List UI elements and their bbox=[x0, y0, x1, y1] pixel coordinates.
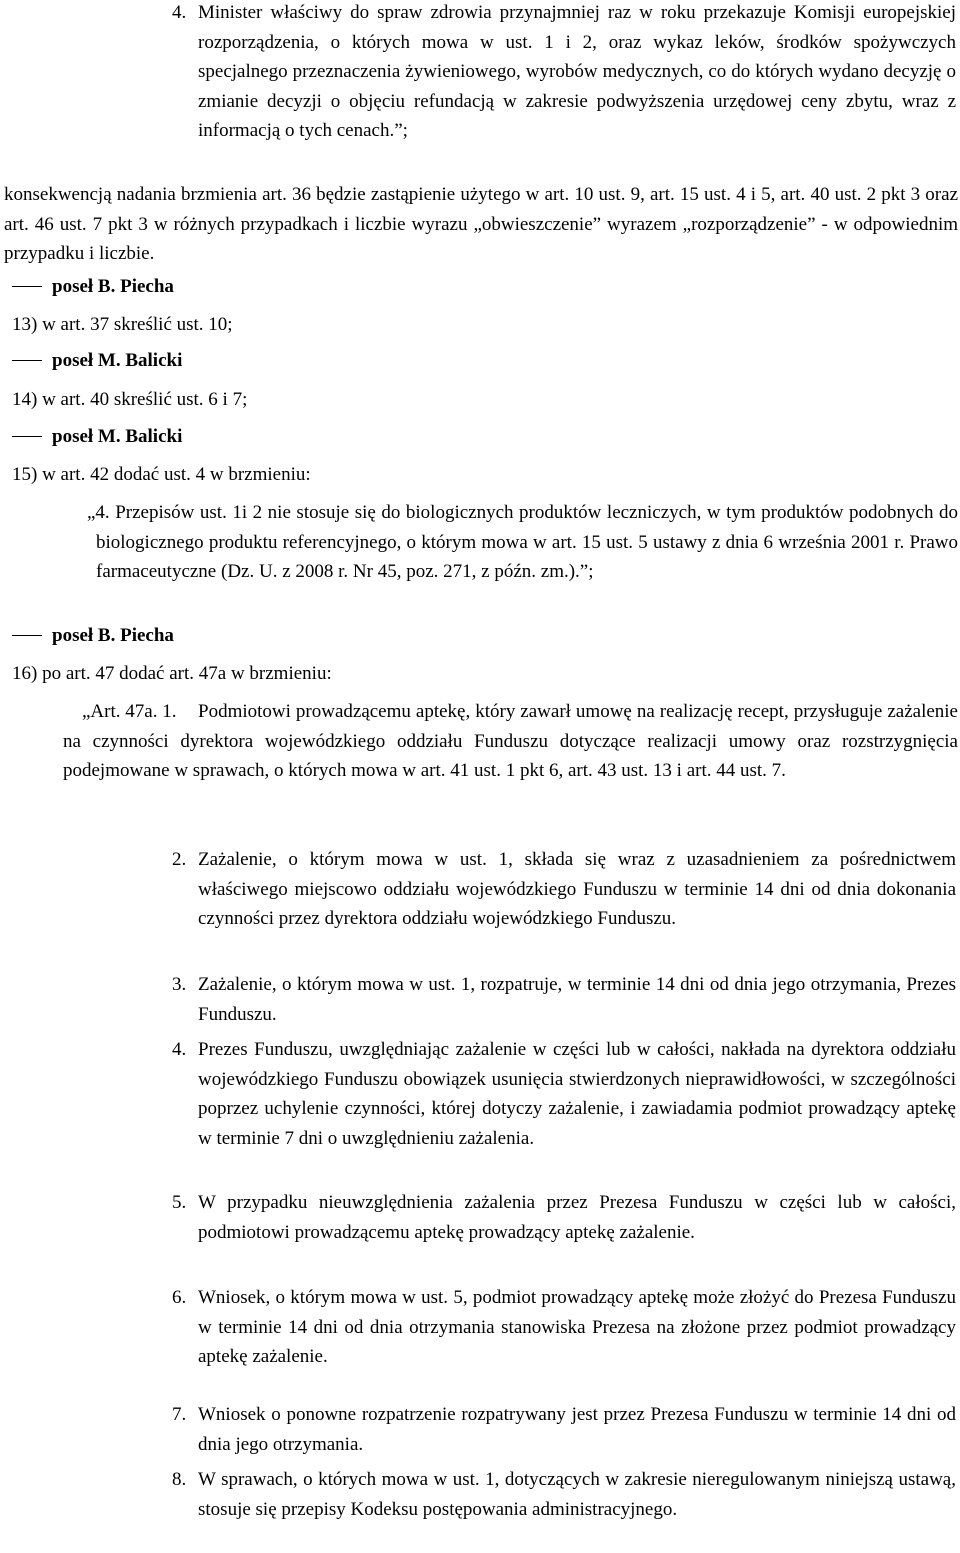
point-4-text: Minister właściwy do spraw zdrowia przynajmniej raz w roku przekazuje Komisji europejskiej rozporządzenia, o których mowa w ust. 1 i 2, oraz wykaz leków, środków spożywczych specjalnego przeznaczenia żywieniowego, wyrobów medycznych, co do których wydano decyzję o zmianie decyzji o objęciu refundacją w zakresie podwyższenia urzędowej ceny zbytu, wraz z informacją o tych cenach.”; bbox=[198, 2, 956, 141]
quote-text: „4. Przepisów ust. 1i 2 nie stosuje się do biologicznych produktów leczniczych, w tym produktów podobnych do biologicznego produktu referencyjnego, o którym mowa w art. 15 ust. 5 ustawy z dnia 6 września 2001 r. Prawo farmaceutyczne (Dz. U. z 2008 r. Nr 45, poz. 271, z późn. zm.).”; bbox=[87, 502, 958, 582]
author-line bbox=[12, 272, 174, 302]
author-line bbox=[12, 422, 182, 452]
article-body-text: Podmiotowi prowadzącemu aptekę, który zawarł umowę na realizację recept, przysługuje zażalenie na czynności dyrektora wojewódzkiego oddziału Funduszu dotyczące realizacji umowy oraz rozstrzygnięcia podejmowane w sprawach, o których mowa w art. 41 ust. 1 pkt 6, art. 43 ust. 13 i art. 44 ust. 7. bbox=[63, 701, 958, 781]
author-name: poseł B. Piecha bbox=[52, 276, 174, 297]
item-number: 4. bbox=[172, 1039, 187, 1060]
dash-icon bbox=[12, 635, 42, 636]
dash-icon bbox=[12, 436, 42, 437]
amendment-15: 15) w art. 42 dodać ust. 4 w brzmieniu: bbox=[12, 464, 311, 485]
item-text: Wniosek, o którym mowa w ust. 5, podmiot prowadzący aptekę może złożyć do Prezesa Funduszu w terminie 14 dni od dnia otrzymania stanowiska Prezesa na złożone przez podmiot prowadzący aptekę zażalenie. bbox=[198, 1287, 956, 1367]
item-text: Wniosek o ponowne rozpatrzenie rozpatrywany jest przez Prezesa Funduszu w terminie 14 dni od dnia jego otrzymania. bbox=[198, 1404, 956, 1455]
item-text: Zażalenie, o którym mowa w ust. 1, składa się wraz z uzasadnieniem za pośrednictwem właściwego miejscowo oddziału wojewódzkiego Funduszu w terminie 14 dni od dnia dokonania czynności przez dyrektora oddziału wojewódzkiego Funduszu. bbox=[198, 849, 956, 929]
item-text: Zażalenie, o którym mowa w ust. 1, rozpatruje, w terminie 14 dni od dnia jego otrzymania, Prezes Funduszu. bbox=[198, 974, 956, 1025]
amendment-14: 14) w art. 40 skreślić ust. 6 i 7; bbox=[12, 389, 248, 410]
author-name: poseł M. Balicki bbox=[52, 350, 183, 371]
point-number: 4. bbox=[172, 2, 187, 23]
amendment-13: 13) w art. 37 skreślić ust. 10; bbox=[12, 314, 233, 335]
item-number: 2. bbox=[172, 849, 187, 870]
item-number: 7. bbox=[172, 1404, 187, 1425]
consequence-paragraph: konsekwencją nadania brzmienia art. 36 będzie zastąpienie użytego w art. 10 ust. 9, art. 15 ust. 4 i 5, art. 40 ust. 2 pkt 3 oraz art. 46 ust. 7 pkt 3 w różnych przypadkach i liczbie wyrazu „obwieszczenie” wyrazem „rozporządzenie” - w odpowiednim przypadku i liczbie. bbox=[4, 184, 958, 264]
item-number: 8. bbox=[172, 1469, 187, 1490]
item-text: W sprawach, o których mowa w ust. 1, dotyczących w zakresie nieregulowanym niniejszą ustawą, stosuje się przepisy Kodeksu postępowania administracyjnego. bbox=[198, 1469, 956, 1520]
author-name: poseł B. Piecha bbox=[52, 625, 174, 646]
author-line bbox=[12, 621, 174, 651]
item-number: 5. bbox=[172, 1192, 187, 1213]
article-lead: „Art. 47a. 1. bbox=[82, 701, 177, 722]
dash-icon bbox=[12, 360, 42, 361]
item-text: W przypadku nieuwzględnienia zażalenia przez Prezesa Funduszu w części lub w całości, podmiotowi prowadzącemu aptekę prowadzący aptekę zażalenie. bbox=[198, 1192, 956, 1243]
item-number: 3. bbox=[172, 974, 187, 995]
dash-icon bbox=[12, 286, 42, 287]
item-text: Prezes Funduszu, uwzględniając zażalenie w części lub w całości, nakłada na dyrektora oddziału wojewódzkiego Funduszu obowiązek usunięcia stwierdzonych nieprawidłowości, w szczególności poprzez uchylenie czynności, której dotyczy zażalenie, i zawiadamia podmiot prowadzący aptekę w terminie 7 dni o uwzględnieniu zażalenia. bbox=[198, 1039, 956, 1149]
article-body bbox=[63, 697, 958, 786]
item-number: 6. bbox=[172, 1287, 187, 1308]
author-line bbox=[12, 346, 182, 376]
point-4-number bbox=[172, 0, 186, 28]
author-name: poseł M. Balicki bbox=[52, 426, 183, 447]
amendment-16: 16) po art. 47 dodać art. 47a w brzmieniu: bbox=[12, 663, 332, 684]
amendment-15-quote bbox=[87, 498, 958, 587]
